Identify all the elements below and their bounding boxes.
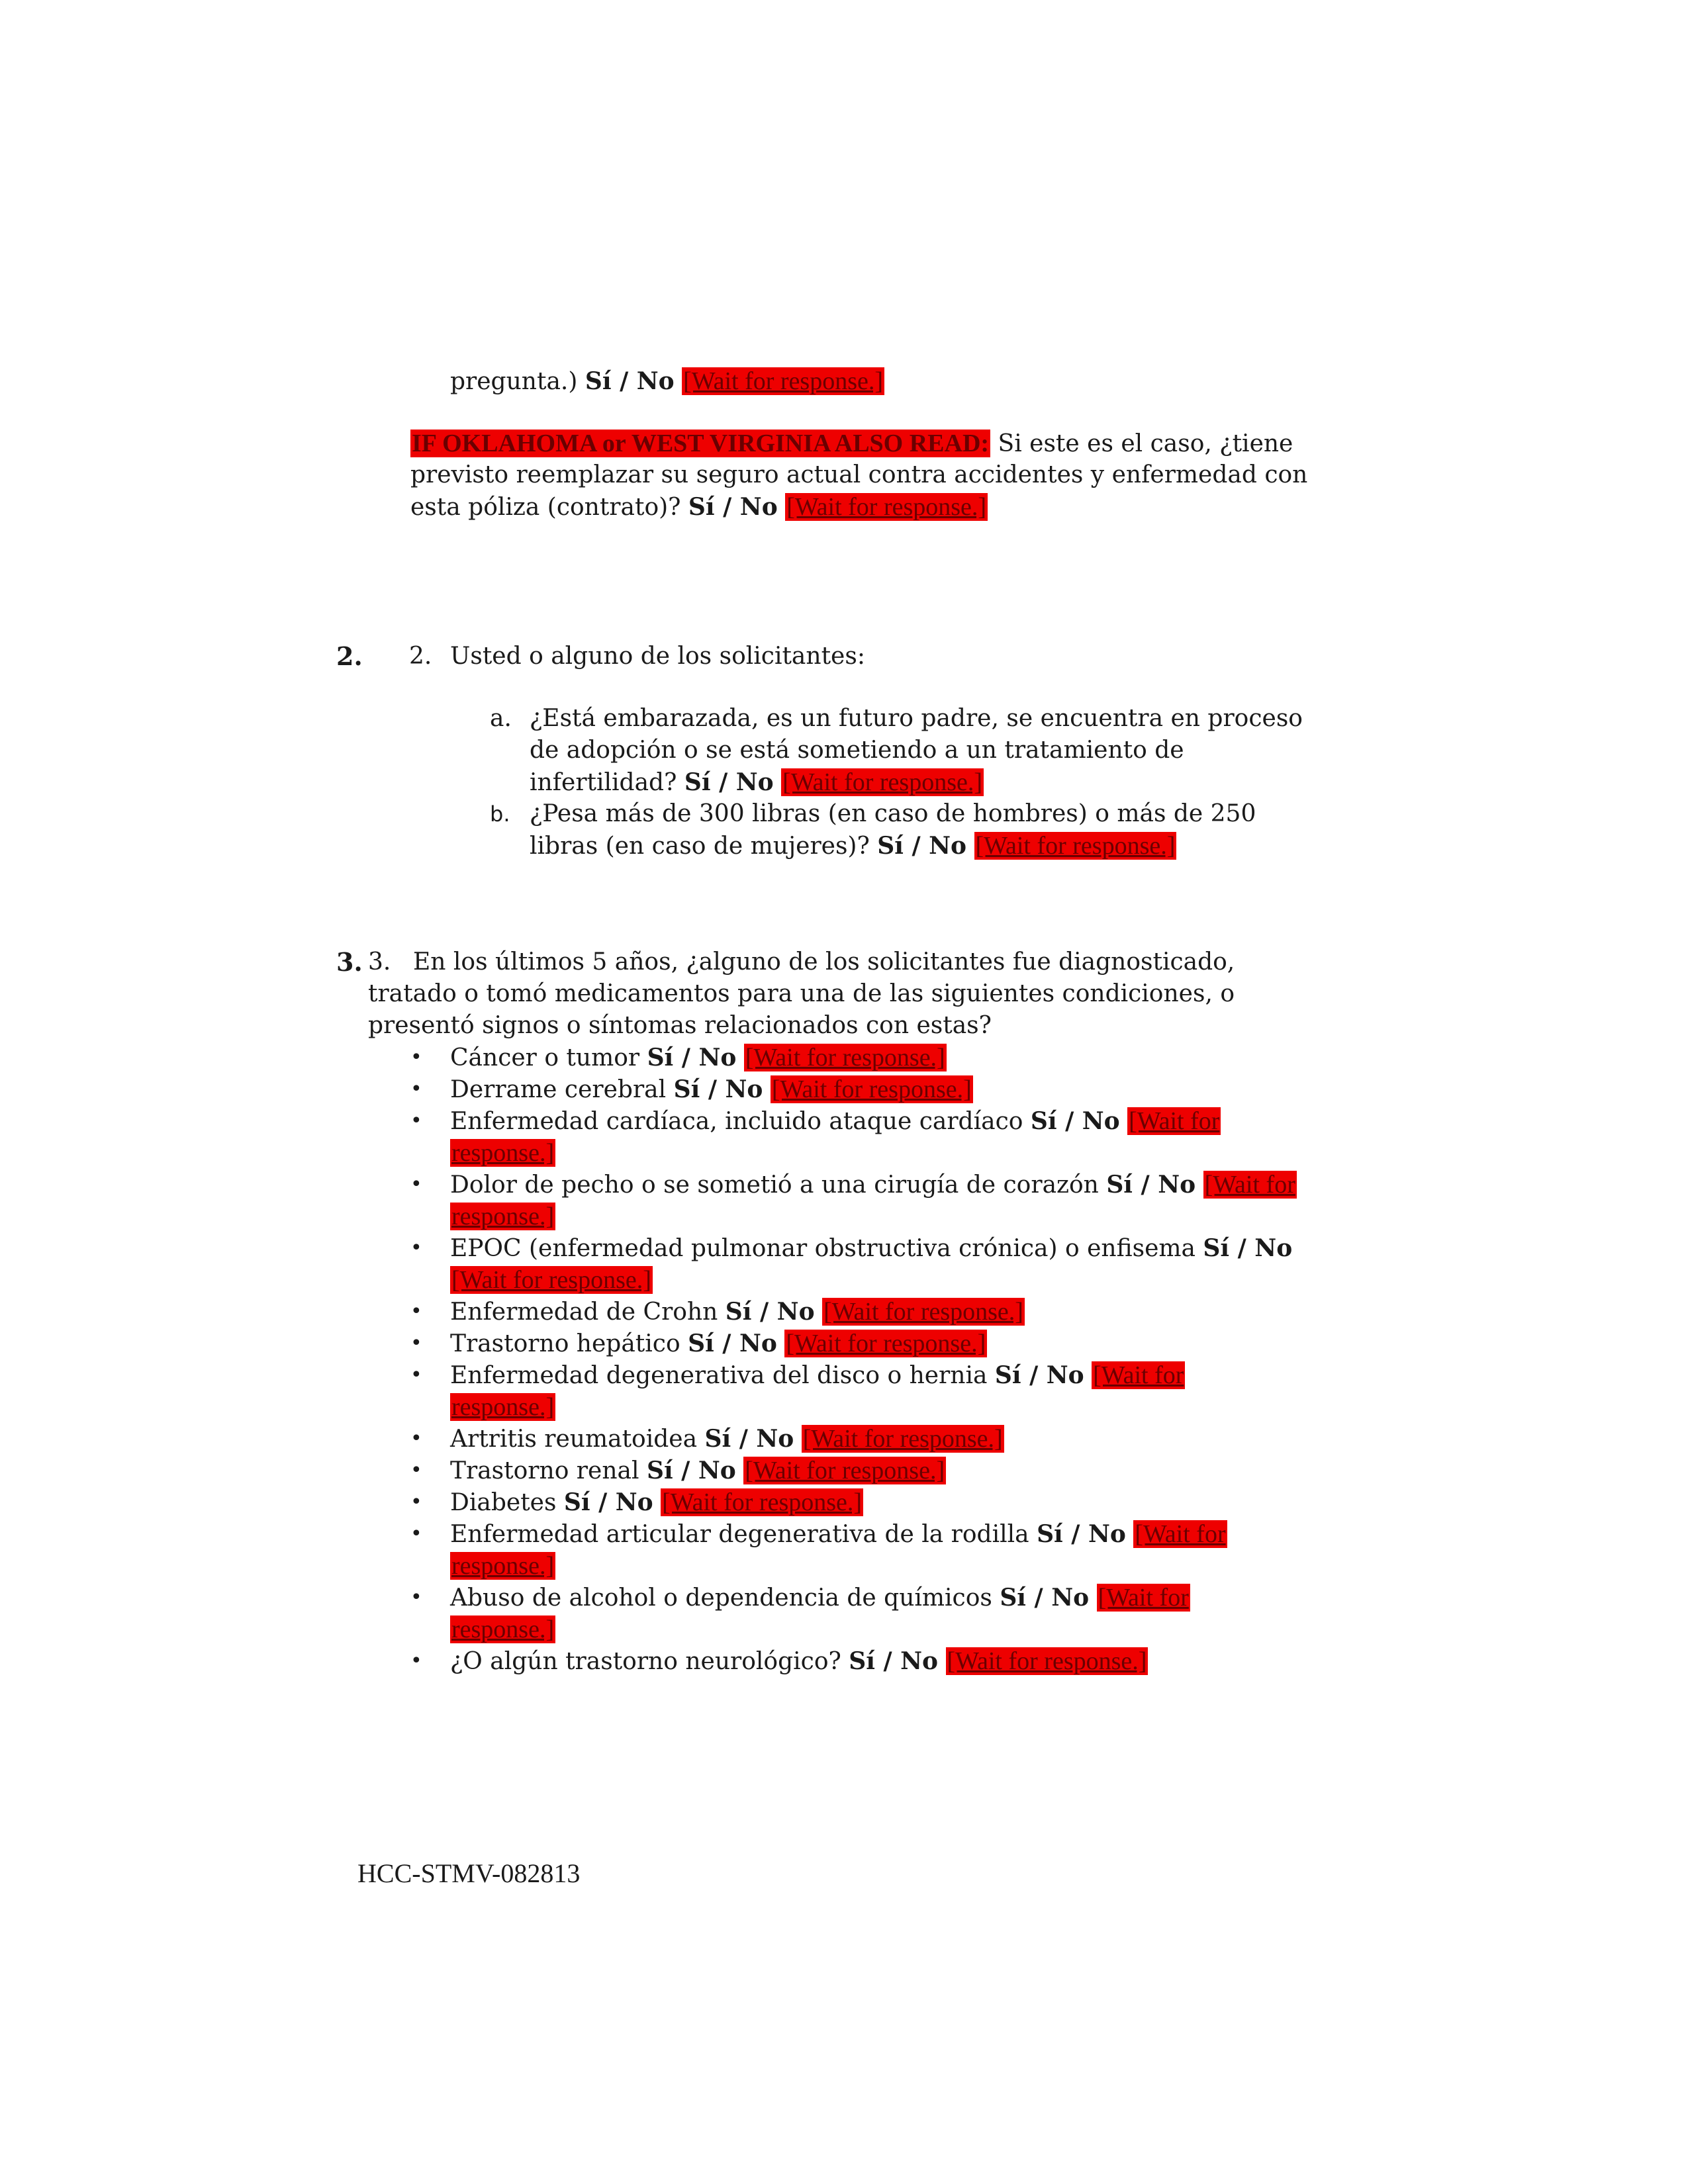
yes-no: Sí / No bbox=[585, 367, 675, 395]
oklahoma-line-3: esta póliza (contrato)? Sí / No [Wait for response.] bbox=[410, 493, 987, 521]
yes-no: Sí / No bbox=[1030, 1107, 1120, 1135]
q2-a-line-3: infertilidad? Sí / No [Wait for response.] bbox=[530, 768, 983, 796]
wait-for-response: [Wait for response.] bbox=[745, 1457, 945, 1484]
bullet-icon: • bbox=[410, 1236, 422, 1259]
q2-a-line-1: ¿Está embarazada, es un futuro padre, se encuentra en proceso bbox=[530, 705, 1303, 732]
condition-item bbox=[450, 1328, 987, 1360]
q3-line-1: En los últimos 5 años, ¿alguno de los solicitantes fue diagnosticado, bbox=[413, 948, 1235, 976]
wait-for-response: response.] bbox=[451, 1615, 555, 1643]
wait-for-response: [Wait for response.] bbox=[786, 1330, 986, 1357]
wait-for-response: [Wait for response.] bbox=[823, 1298, 1023, 1326]
q2-b-line-2: libras (en caso de mujeres)? Sí / No [Wait for response.] bbox=[530, 832, 1176, 860]
oklahoma-label: IF OKLAHOMA or WEST VIRGINIA ALSO READ: bbox=[412, 430, 990, 457]
bullet-icon: • bbox=[410, 1363, 422, 1387]
q2-b-marker: b. bbox=[490, 801, 510, 827]
wait-for-response: response.] bbox=[451, 1203, 555, 1230]
condition-item-continued bbox=[450, 1391, 555, 1424]
wait-for-response: [Wait for bbox=[1098, 1584, 1189, 1612]
bullet-icon: • bbox=[410, 1109, 422, 1132]
condition-item bbox=[450, 1486, 863, 1519]
yes-no: Sí / No bbox=[704, 1425, 794, 1453]
condition-item-continued bbox=[450, 1201, 555, 1233]
condition-label: Trastorno renal bbox=[450, 1457, 639, 1484]
condition-item bbox=[450, 1455, 946, 1487]
yes-no: Sí / No bbox=[725, 1298, 815, 1326]
condition-label: Trastorno hepático bbox=[450, 1330, 680, 1357]
bullet-icon: • bbox=[410, 1046, 422, 1069]
q2-a-marker: a. bbox=[490, 705, 512, 732]
wait-for-response: [Wait for response.] bbox=[947, 1647, 1147, 1675]
yes-no: Sí / No bbox=[1000, 1584, 1090, 1612]
bullet-icon: • bbox=[410, 1649, 422, 1672]
q3-line-3: presentó signos o síntomas relacionados con estas? bbox=[368, 1012, 992, 1039]
bullet-icon: • bbox=[410, 1332, 422, 1355]
wait-for-response: [Wait for response.] bbox=[451, 1266, 651, 1294]
condition-item bbox=[450, 1232, 1292, 1265]
q2-inner-number: 2. bbox=[409, 643, 432, 670]
yes-no: Sí / No bbox=[647, 1044, 737, 1071]
bullet-icon: • bbox=[410, 1300, 422, 1323]
bullet-icon: • bbox=[410, 1459, 422, 1482]
condition-label: Derrame cerebral bbox=[450, 1076, 667, 1103]
condition-item bbox=[450, 1169, 1297, 1201]
condition-label: ¿O algún trastorno neurológico? bbox=[450, 1648, 841, 1675]
condition-item-continued bbox=[450, 1614, 555, 1646]
bullet-icon: • bbox=[410, 1173, 422, 1196]
wait-for-response: response.] bbox=[451, 1552, 555, 1580]
bullet-icon: • bbox=[410, 1427, 422, 1450]
condition-label: Enfermedad degenerativa del disco o hernia bbox=[450, 1362, 988, 1389]
condition-item bbox=[450, 1105, 1221, 1138]
wait-for-response: [Wait for bbox=[1204, 1171, 1295, 1199]
q3-line-2: tratado o tomó medicamentos para una de las siguientes condiciones, o bbox=[368, 980, 1235, 1007]
condition-label: Artritis reumatoidea bbox=[450, 1426, 698, 1453]
yes-no: Sí / No bbox=[1106, 1171, 1196, 1199]
condition-item-continued bbox=[450, 1264, 653, 1297]
bullet-icon: • bbox=[410, 1586, 422, 1609]
wait-for-response: [Wait for response.] bbox=[683, 367, 884, 395]
wait-for-response: [Wait for bbox=[1135, 1520, 1226, 1548]
wait-for-response: [Wait for response.] bbox=[745, 1044, 945, 1071]
condition-label: Enfermedad de Crohn bbox=[450, 1298, 718, 1326]
condition-item bbox=[450, 1582, 1190, 1614]
footer-code: HCC-STMV-082813 bbox=[357, 1858, 581, 1888]
wait-for-response: [Wait for response.] bbox=[771, 1075, 972, 1103]
yes-no: Sí / No bbox=[673, 1075, 763, 1103]
yes-no: Sí / No bbox=[688, 1330, 777, 1357]
condition-item bbox=[450, 1423, 1004, 1455]
q3-inner-number: 3. bbox=[368, 948, 391, 976]
wait-for-response: response.] bbox=[451, 1393, 555, 1421]
condition-item-continued bbox=[450, 1137, 555, 1169]
condition-item bbox=[450, 1042, 947, 1074]
pregunta-line: pregunta.) Sí / No [Wait for response.] bbox=[450, 367, 884, 395]
oklahoma-line-1: IF OKLAHOMA or WEST VIRGINIA ALSO READ: Si este es el caso, ¿tiene bbox=[412, 430, 1293, 457]
bullet-icon: • bbox=[410, 1490, 422, 1514]
condition-label: EPOC (enfermedad pulmonar obstructiva crónica) o enfisema bbox=[450, 1235, 1196, 1262]
condition-item bbox=[450, 1296, 1025, 1328]
condition-label: Dolor de pecho o se sometió a una cirugía de corazón bbox=[450, 1171, 1099, 1199]
yes-no: Sí / No bbox=[1203, 1234, 1293, 1262]
yes-no: Sí / No bbox=[849, 1647, 939, 1675]
q2-outer-number: 2. bbox=[336, 641, 363, 671]
wait-for-response: [Wait for response.] bbox=[802, 1425, 1003, 1453]
q2-text: Usted o alguno de los solicitantes: bbox=[450, 643, 865, 670]
condition-label: Cáncer o tumor bbox=[450, 1044, 640, 1071]
condition-label: Enfermedad cardíaca, incluido ataque cardíaco bbox=[450, 1108, 1023, 1135]
oklahoma-line-2: previsto reemplazar su seguro actual contra accidentes y enfermedad con bbox=[410, 461, 1308, 488]
condition-item bbox=[450, 1518, 1227, 1551]
condition-item-continued bbox=[450, 1550, 555, 1582]
wait-for-response: response.] bbox=[451, 1139, 555, 1167]
condition-label: Abuso de alcohol o dependencia de químicos bbox=[450, 1584, 992, 1612]
q2-b-line-1: ¿Pesa más de 300 libras (en caso de hombres) o más de 250 bbox=[530, 800, 1256, 827]
q2-a-line-2: de adopción o se está sometiendo a un tratamiento de bbox=[530, 737, 1184, 764]
condition-label: Enfermedad articular degenerativa de la rodilla bbox=[450, 1521, 1029, 1548]
condition-label: Diabetes bbox=[450, 1489, 557, 1516]
condition-item bbox=[450, 1645, 1148, 1678]
wait-for-response: [Wait for response.] bbox=[662, 1488, 863, 1516]
bullet-icon: • bbox=[410, 1522, 422, 1545]
condition-item bbox=[450, 1073, 973, 1106]
condition-item bbox=[450, 1359, 1185, 1392]
yes-no: Sí / No bbox=[563, 1488, 653, 1516]
yes-no: Sí / No bbox=[994, 1361, 1084, 1389]
q3-outer-number: 3. bbox=[336, 947, 363, 977]
yes-no: Sí / No bbox=[1037, 1520, 1126, 1548]
wait-for-response: [Wait for bbox=[1093, 1361, 1184, 1389]
yes-no: Sí / No bbox=[646, 1457, 736, 1484]
wait-for-response: [Wait for bbox=[1129, 1107, 1220, 1135]
bullet-icon: • bbox=[410, 1077, 422, 1101]
